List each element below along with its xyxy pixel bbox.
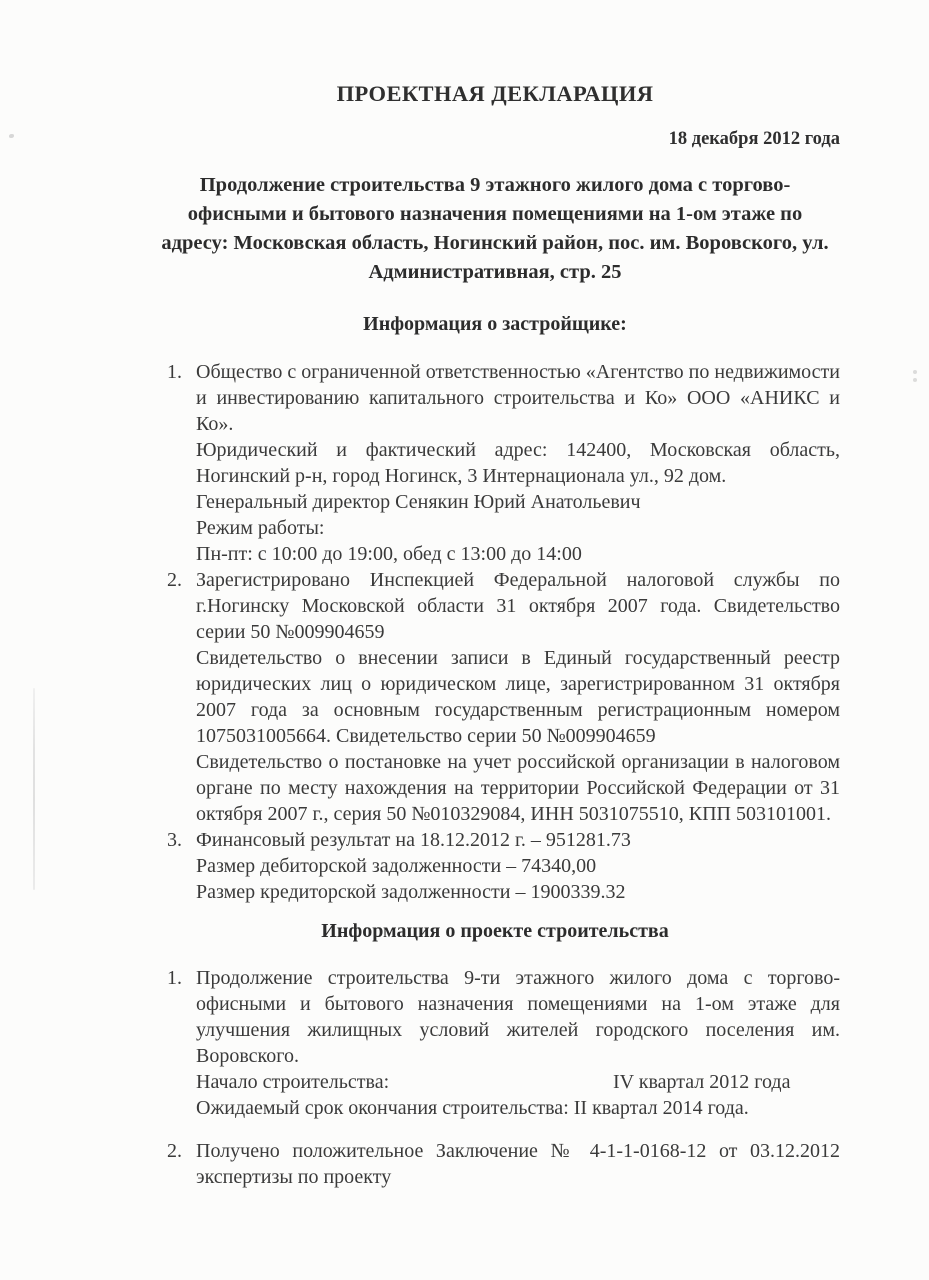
item-paragraph: Получено положительное Заключение № 4-1-1-0168-12 от 03.12.2012 экспертизы по проекту xyxy=(196,1140,840,1188)
list-item xyxy=(150,1138,840,1190)
item-paragraph: Продолжение строительства 9-ти этажного жилого дома с торгово-офисными и бытового назначения помещениями на 1-ом этаже для улучшения жилищных условий жителей городского поселения им. Воровского. xyxy=(196,967,840,1067)
item-body xyxy=(196,827,840,905)
item-body xyxy=(196,965,840,1121)
developer-info-list xyxy=(150,359,840,905)
item-paragraph: Режим работы: xyxy=(196,517,325,539)
heading-line: адресу: Московская область, Ногинский район, пос. им. Воровского, ул. xyxy=(161,232,829,254)
list-item xyxy=(150,827,840,905)
document-title: ПРОЕКТНАЯ ДЕКЛАРАЦИЯ xyxy=(336,81,654,106)
item-number: 1. xyxy=(167,967,182,989)
item-paragraph: Пн-пт: с 10:00 до 19:00, обед с 13:00 до 14:00 xyxy=(196,543,582,565)
document-date: 18 декабря 2012 года xyxy=(668,129,840,149)
item-paragraph: Юридический и фактический адрес: 142400, Московская область, Ногинский р-н, город Ногинск, 3 Интернационала ул., 92 дом. xyxy=(196,439,840,487)
construction-start-value: IV квартал 2012 года xyxy=(613,1071,791,1093)
heading-line: Административная, стр. 25 xyxy=(368,261,622,283)
list-item xyxy=(150,359,840,567)
item-paragraph: Размер кредиторской задолженности – 1900339.32 xyxy=(196,881,626,903)
section-heading-developer-info: Информация о застройщике: xyxy=(363,313,627,335)
item-paragraph: Свидетельство о внесении записи в Единый государственный реестр юридических лиц о юридическом лице, зарегистрированном 31 октября 2007 года за основным государственным регистрационным номером 1075031005664. Свидетельство серии 50 №009904659 xyxy=(196,647,840,747)
item-paragraph: Свидетельство о постановке на учет российской организации в налоговом органе по месту нахождения на территории Российской Федерации от 31 октября 2007 г., серия 50 №010329084, ИНН 5031075510, КПП 503101001. xyxy=(196,751,840,825)
item-paragraph: Зарегистрировано Инспекцией Федеральной налоговой службы по г.Ногинску Московской области 31 октября 2007 года. Свидетельство серии 50 №009904659 xyxy=(196,569,840,643)
item-number: 2. xyxy=(167,1140,182,1162)
item-number: 2. xyxy=(167,569,182,591)
section-heading-project-info: Информация о проекте строительства xyxy=(321,920,669,942)
item-body xyxy=(196,567,840,827)
item-paragraph: Размер дебиторской задолженности – 74340,00 xyxy=(196,855,597,877)
item-paragraph: Генеральный директор Сенякин Юрий Анатольевич xyxy=(196,491,641,513)
construction-start-row xyxy=(196,1069,840,1095)
heading-line: Продолжение строительства 9 этажного жилого дома с торгово- xyxy=(199,174,791,196)
item-number: 1. xyxy=(167,361,182,383)
list-item xyxy=(150,567,840,827)
item-body xyxy=(196,359,840,567)
item-number: 3. xyxy=(167,829,182,851)
project-info-list xyxy=(150,965,840,1190)
construction-end-line: Ожидаемый срок окончания строительства: II квартал 2014 года. xyxy=(196,1097,749,1119)
item-paragraph: Финансовый результат на 18.12.2012 г. – 951281.73 xyxy=(196,829,631,851)
document-heading xyxy=(138,171,852,287)
item-paragraph: Общество с ограниченной ответственностью «Агентство по недвижимости и инвестированию капитального строительства и Ко» ООО «АНИКС и Ко». xyxy=(196,361,841,435)
heading-line: офисными и бытового назначения помещениями на 1-ом этаже по xyxy=(187,203,803,225)
construction-start-label: Начало строительства: xyxy=(196,1071,390,1093)
item-body xyxy=(196,1138,840,1190)
list-item xyxy=(150,965,840,1121)
